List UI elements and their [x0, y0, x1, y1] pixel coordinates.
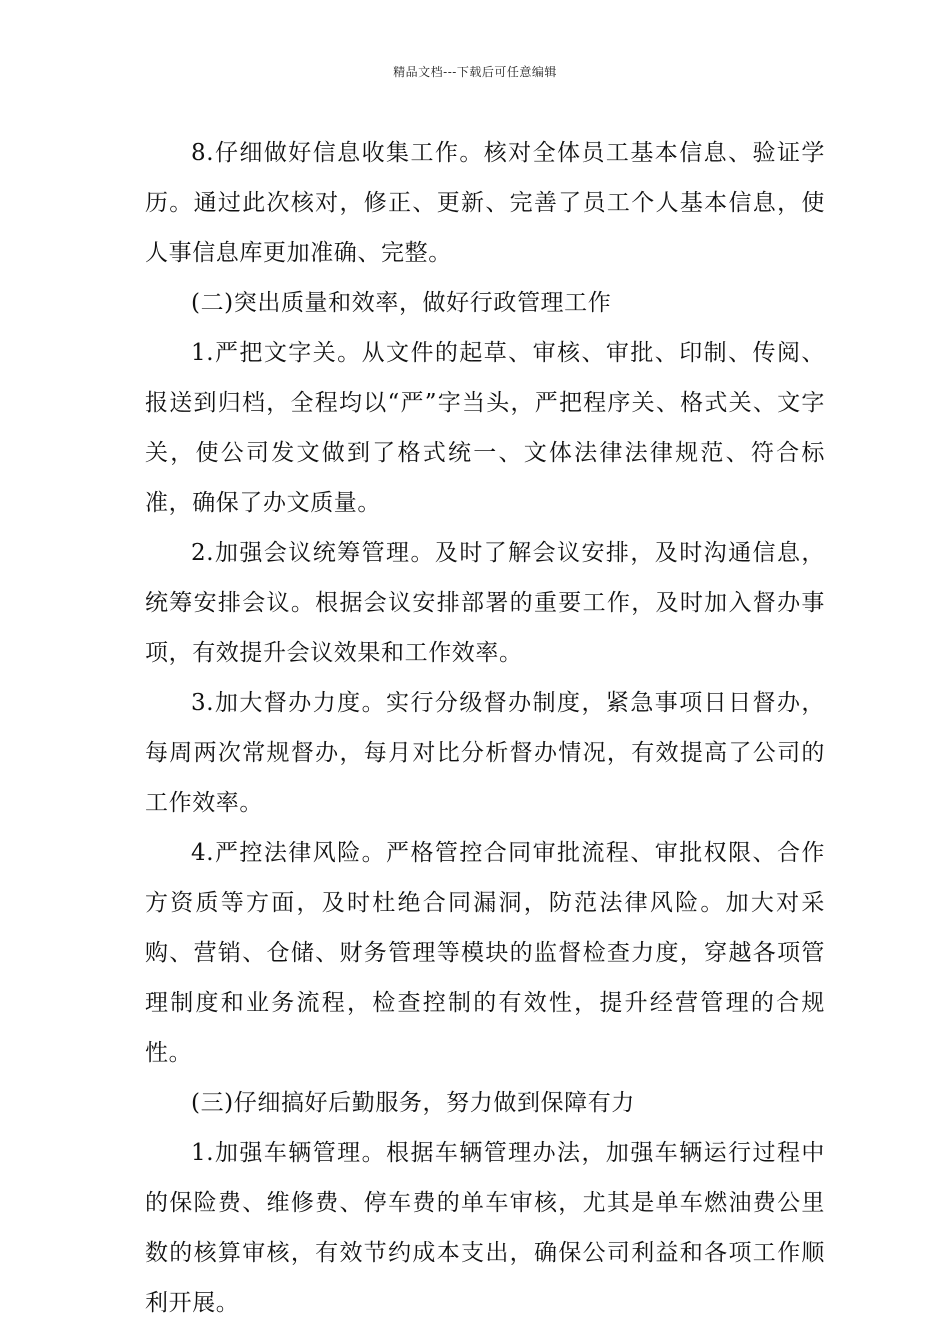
paragraph-item-8-info-collection: 8.仔细做好信息收集工作。核对全体员工基本信息、验证学历。通过此次核对，修正、更新、完善了员工个人基本信息，使人事信息库更加准确、完整。 [145, 140, 825, 266]
paragraph-item-4-legal-risk: 4.严控法律风险。严格管控合同审批流程、审批权限、合作方资质等方面，及时杜绝合同漏洞，防范法律风险。加大对采购、营销、仓储、财务管理等模块的监督检查力度，穿越各项管理制度和业务流程，检查控制的有效性，提升经营管理的合规性。 [145, 840, 825, 1066]
paragraph-item-1-vehicle-management: 1.加强车辆管理。根据车辆管理办法，加强车辆运行过程中的保险费、维修费、停车费的单车审核，尤其是单车燃油费公里数的核算审核，有效节约成本支出，确保公司利益和各项工作顺利开展。 [145, 1140, 825, 1316]
document-body [145, 128, 825, 1328]
paragraph-item-3-supervision: 3.加大督办力度。实行分级督办制度，紧急事项日日督办，每周两次常规督办，每月对比分析督办情况，有效提高了公司的工作效率。 [145, 690, 825, 816]
section-heading-admin-management: (二)突出质量和效率，做好行政管理工作 [191, 290, 612, 316]
page-header: 精品文档---下载后可任意编辑 [393, 65, 557, 79]
paragraph-item-2-meeting-management: 2.加强会议统筹管理。及时了解会议安排，及时沟通信息，统筹安排会议。根据会议安排部署的重要工作，及时加入督办事项，有效提升会议效果和工作效率。 [145, 540, 825, 666]
paragraph-item-1-text-control: 1.严把文字关。从文件的起草、审核、审批、印制、传阅、报送到归档，全程均以“严”字当头，严把程序关、格式关、文字关，使公司发文做到了格式统一、文体法律法律规范、符合标准，确保了办文质量。 [145, 340, 825, 516]
section-heading-logistics-service: (三)仔细搞好后勤服务，努力做到保障有力 [191, 1090, 635, 1116]
